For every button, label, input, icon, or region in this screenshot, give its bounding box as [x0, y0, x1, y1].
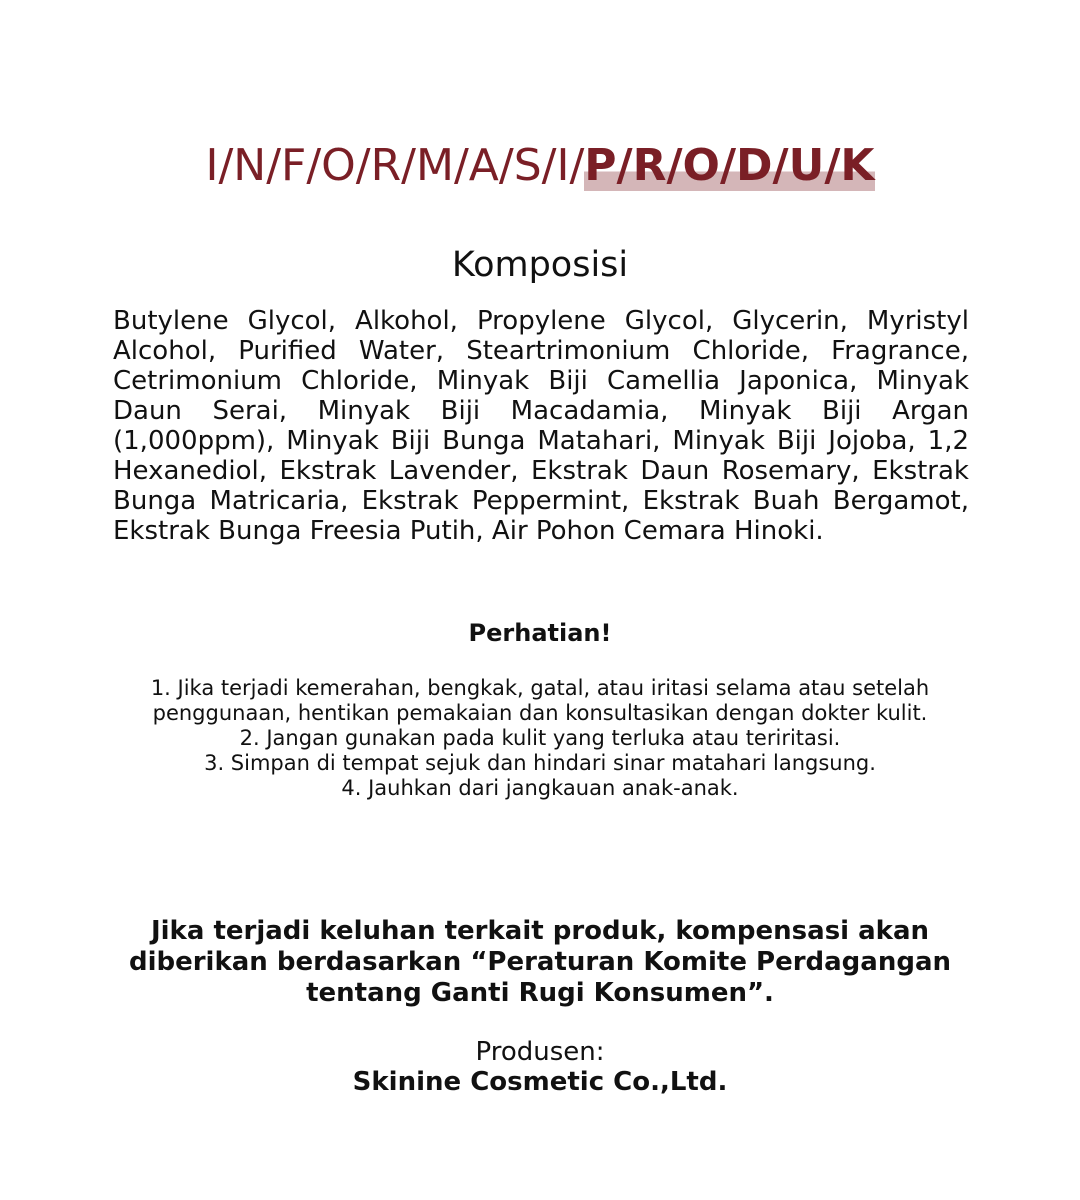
warning-item: 2. Jangan gunakan pada kulit yang terluka atau teriritasi.	[239, 726, 841, 750]
warning-heading: Perhatian!	[468, 619, 612, 647]
title-bold-part: P/R/O/D/U/K	[584, 140, 875, 191]
title-light-part: I/N/F/O/R/M/A/S/I/	[205, 140, 585, 191]
producer-name: Skinine Cosmetic Co.,Ltd.	[352, 1067, 728, 1097]
composition-heading: Komposisi	[451, 245, 629, 285]
page-title	[0, 138, 1080, 194]
complaint-notice: Jika terjadi keluhan terkait produk, kompensasi akan diberikan berdasarkan “Peraturan Komite Perdagangan tentang Ganti Rugi Konsumen”.	[128, 916, 952, 1008]
warning-item: 4. Jauhkan dari jangkauan anak-anak.	[341, 776, 739, 800]
warning-list	[120, 676, 960, 801]
warning-item: 3. Simpan di tempat sejuk dan hindari sinar matahari langsung.	[204, 751, 876, 775]
warning-item: 1. Jika terjadi kemerahan, bengkak, gatal, atau iritasi selama atau setelah penggunaan, hentikan pemakaian dan konsultasikan dengan dokter kulit.	[150, 676, 930, 725]
producer-label: Produsen:	[475, 1037, 605, 1067]
composition-text: Butylene Glycol, Alkohol, Propylene Glycol, Glycerin, Myristyl Alcohol, Purified Water, Steartrimonium Chloride, Fragrance, Cetrimonium Chloride, Minyak Biji Camellia Japonica, Minyak Daun Serai, Minyak Biji Macadamia, Minyak Biji Argan (1,000ppm), Minyak Biji Bunga Matahari, Minyak Biji Jojoba, 1,2 Hexanediol, Ekstrak Lavender, Ekstrak Daun Rosemary, Ekstrak Bunga Matricaria, Ekstrak Peppermint, Ekstrak Buah Bergamot, Ekstrak Bunga Freesia Putih, Air Pohon Cemara Hinoki.	[113, 306, 969, 546]
